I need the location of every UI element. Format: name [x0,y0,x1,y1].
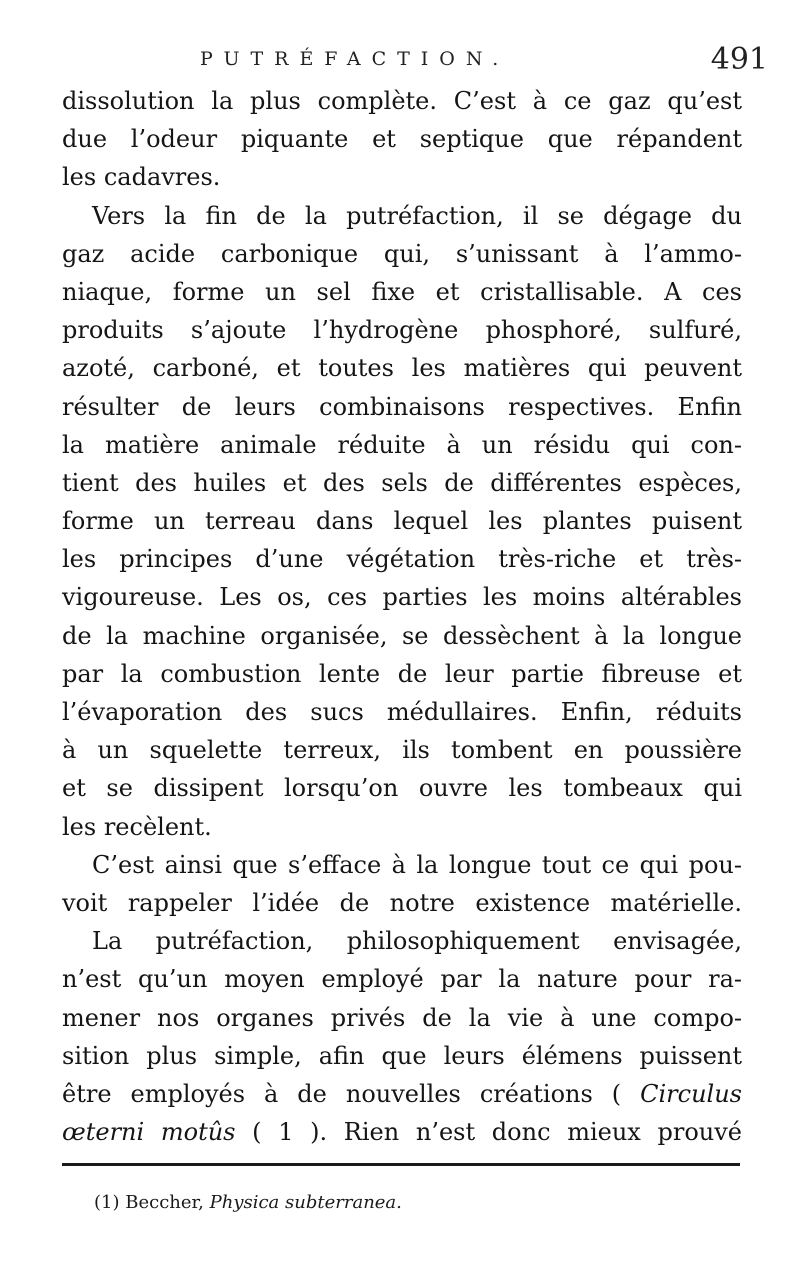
text-line-with-italic [62,1075,742,1113]
footnote-work: Physica subterranea. [209,1192,402,1213]
paragraph-start-line: C’est ainsi que s’efface à la longue tout ce qui pou- [92,850,742,879]
text-line: vigoureuse. Les os, ces parties les moins altérables [62,583,742,612]
text-segment: ( 1 ). Rien n’est donc mieux prouvé [235,1118,743,1147]
text-line: n’est qu’un moyen employé par la nature pour ra- [62,965,742,994]
text-line-with-italic [62,1113,742,1151]
text-line: l’évaporation des sucs médullaires. Enfin, réduits [62,698,742,726]
footnote-rule [62,1163,740,1166]
page-number: 491 [710,42,768,77]
latin-phrase: Circulus [640,1079,742,1108]
text-line: et se dissipent lorsqu’on ouvre les tombeaux qui [62,774,742,803]
running-title: PUTRÉFACTION. [200,48,510,70]
text-line: azoté, carboné, et toutes les matières qui peuvent [62,354,742,383]
text-line: par la combustion lente de leur partie fibreuse et [62,659,742,688]
text-line: forme un terreau dans lequel les plantes puisent [62,507,742,536]
text-line: produits s’ajoute l’hydrogène phosphoré, sulfuré, [62,316,742,345]
body-text [62,82,742,1151]
text-line: les cadavres. [62,163,221,192]
latin-phrase: œterni motûs [62,1118,236,1147]
paragraph-start-line: Vers la fin de la putréfaction, il se dégage du [92,201,742,230]
text-line: tient des huiles et des sels de différentes espèces, [62,468,742,497]
text-segment: être employés à de nouvelles créations ( [62,1079,641,1108]
text-line: voit rappeler l’idée de notre existence matérielle. [62,888,742,917]
text-line: la matière animale réduite à un résidu qui con- [62,430,742,459]
text-line: sition plus simple, afin que leurs élémens puissent [62,1041,742,1070]
text-line: due l’odeur piquante et septique que répandent [62,125,742,154]
text-line: mener nos organes privés de la vie à une compo- [62,1003,742,1032]
paragraph-start-line: La putréfaction, philosophiquement envisagée, [92,927,742,956]
footnote [94,1192,402,1213]
text-line: résulter de leurs combinaisons respectives. Enfin [62,392,742,421]
text-line: de la machine organisée, se dessèchent à la longue [62,621,742,650]
text-line: les recèlent. [62,812,212,841]
text-line: gaz acide carbonique qui, s’unissant à l’ammo- [62,239,742,268]
text-line: niaque, forme un sel fixe et cristallisable. A ces [62,277,742,306]
footnote-marker: (1) [94,1192,120,1213]
text-line: les principes d’une végétation très-riche et très- [62,545,742,574]
text-line: à un squelette terreux, ils tombent en poussière [62,736,742,765]
running-head [60,42,768,82]
text-line: dissolution la plus complète. C’est à ce gaz qu’est [62,87,742,115]
footnote-author: Beccher, [125,1192,204,1213]
